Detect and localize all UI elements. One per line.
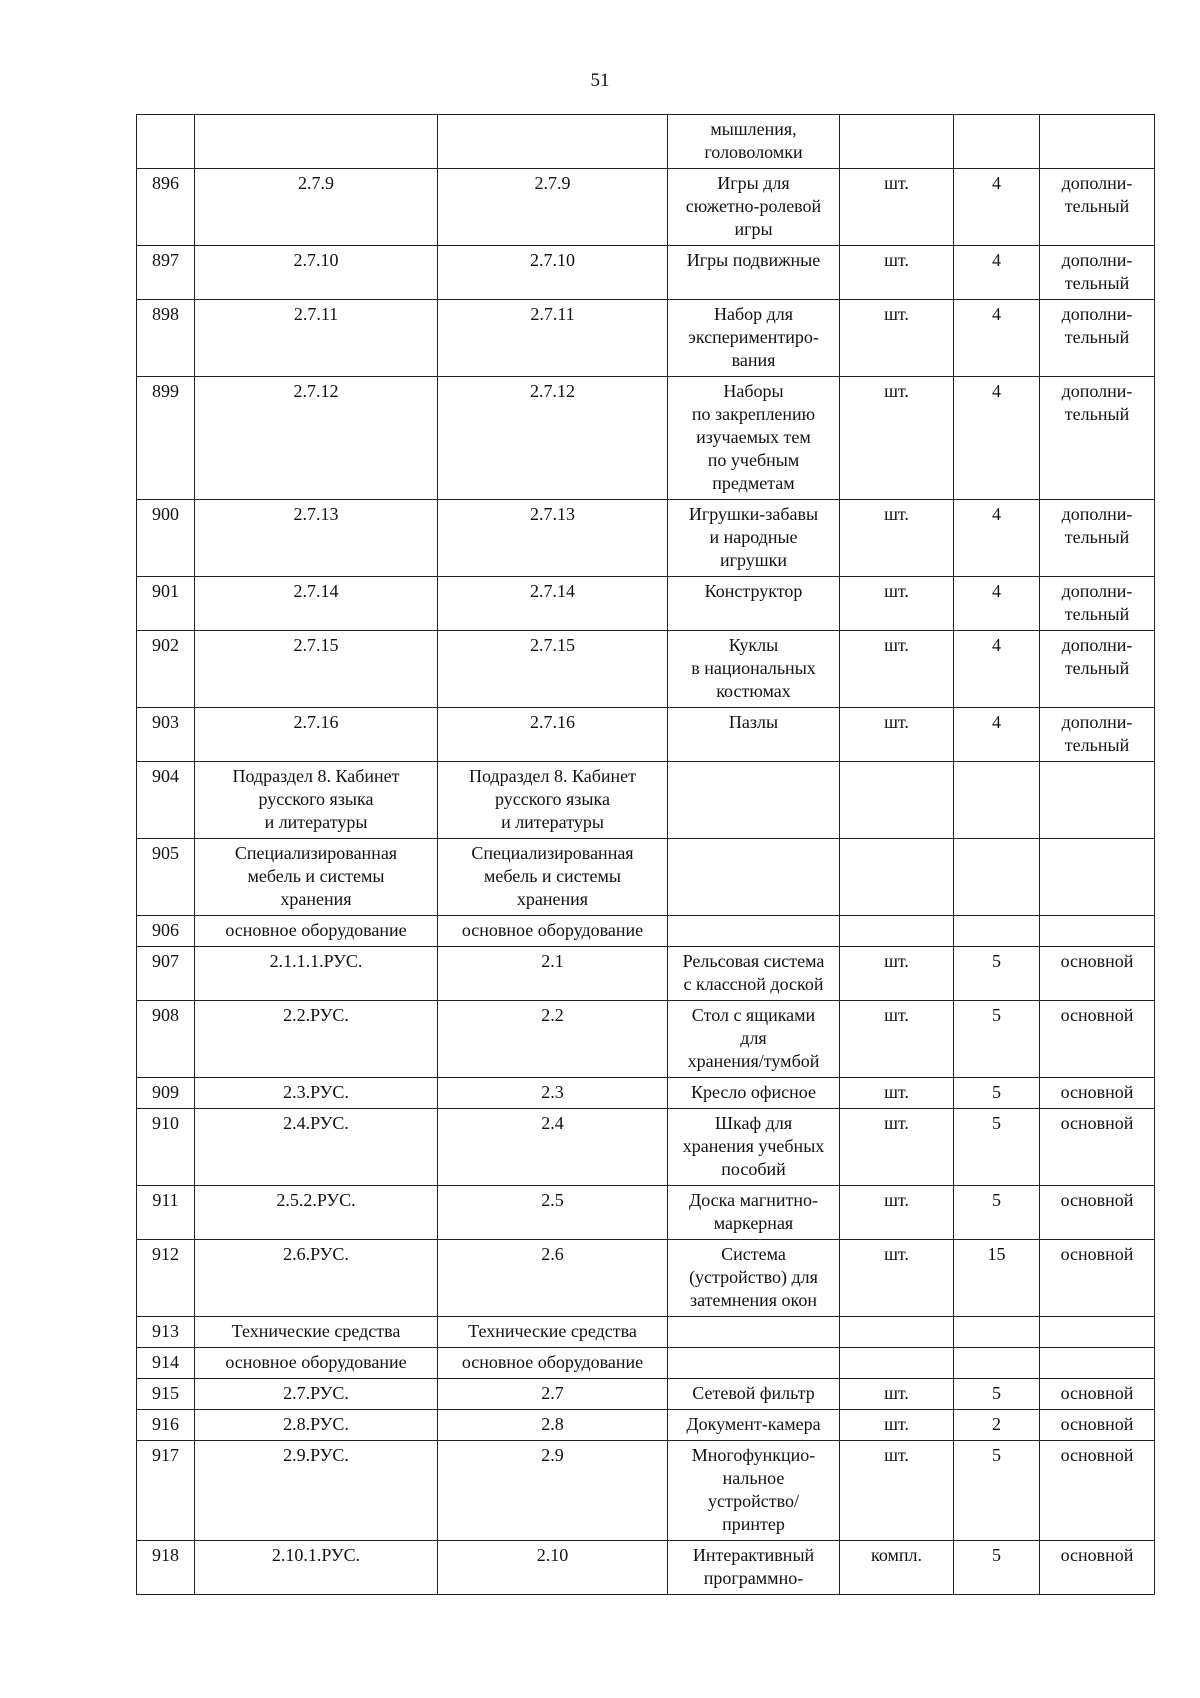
cell-code-b: основное оборудование — [438, 916, 668, 947]
table-row — [137, 1109, 1155, 1186]
cell-code-a: 2.7.16 — [195, 708, 438, 762]
cell-category: основной — [1040, 1001, 1155, 1078]
cell-code-a: 2.4.РУС. — [195, 1109, 438, 1186]
cell-unit: шт. — [840, 947, 954, 1001]
cell-unit: шт. — [840, 577, 954, 631]
cell-code-a: 2.10.1.РУС. — [195, 1541, 438, 1595]
cell-unit: шт. — [840, 631, 954, 708]
table-row — [137, 1240, 1155, 1317]
cell-unit: шт. — [840, 1441, 954, 1541]
cell-code-a: 2.7.9 — [195, 169, 438, 246]
page-number: 51 — [590, 70, 610, 91]
cell-code-a: 2.7.13 — [195, 500, 438, 577]
cell-code-b: 2.6 — [438, 1240, 668, 1317]
cell-quantity: 4 — [954, 169, 1040, 246]
cell-row-number: 911 — [137, 1186, 195, 1240]
cell-item-name: Игрушки-забавы и народные игрушки — [668, 500, 840, 577]
cell-item-name — [668, 916, 840, 947]
cell-code-a: 2.1.1.1.РУС. — [195, 947, 438, 1001]
table-row — [137, 916, 1155, 947]
cell-row-number: 898 — [137, 300, 195, 377]
cell-unit — [840, 762, 954, 839]
cell-category: основной — [1040, 1186, 1155, 1240]
cell-item-name: Игры для сюжетно-ролевой игры — [668, 169, 840, 246]
cell-code-b: 2.7.12 — [438, 377, 668, 500]
cell-unit: шт. — [840, 1379, 954, 1410]
cell-row-number: 905 — [137, 839, 195, 916]
cell-code-b: 2.10 — [438, 1541, 668, 1595]
cell-code-b: 2.3 — [438, 1078, 668, 1109]
cell-row-number: 916 — [137, 1410, 195, 1441]
cell-quantity: 5 — [954, 1541, 1040, 1595]
cell-category — [1040, 1348, 1155, 1379]
cell-category: основной — [1040, 947, 1155, 1001]
cell-unit: шт. — [840, 500, 954, 577]
cell-code-a: 2.7.11 — [195, 300, 438, 377]
table-row — [137, 246, 1155, 300]
cell-code-b: 2.7 — [438, 1379, 668, 1410]
table-row — [137, 1410, 1155, 1441]
table-row — [137, 839, 1155, 916]
cell-category: основной — [1040, 1379, 1155, 1410]
cell-code-b: 2.4 — [438, 1109, 668, 1186]
cell-code-a: Подраздел 8. Кабинет русского языка и литературы — [195, 762, 438, 839]
cell-code-b: Технические средства — [438, 1317, 668, 1348]
cell-unit — [840, 1348, 954, 1379]
cell-code-b: 2.7.15 — [438, 631, 668, 708]
table-row — [137, 1078, 1155, 1109]
table-body — [137, 115, 1155, 1595]
cell-code-a: 2.6.РУС. — [195, 1240, 438, 1317]
cell-category — [1040, 916, 1155, 947]
cell-code-b — [438, 115, 668, 169]
cell-row-number: 918 — [137, 1541, 195, 1595]
cell-row-number: 897 — [137, 246, 195, 300]
cell-code-a: 2.3.РУС. — [195, 1078, 438, 1109]
cell-row-number — [137, 115, 195, 169]
cell-row-number: 913 — [137, 1317, 195, 1348]
cell-item-name: Игры подвижные — [668, 246, 840, 300]
cell-category: основной — [1040, 1541, 1155, 1595]
cell-code-b: 2.7.16 — [438, 708, 668, 762]
cell-quantity: 4 — [954, 300, 1040, 377]
cell-code-a: Специализированная мебель и системы хранения — [195, 839, 438, 916]
cell-category: основной — [1040, 1078, 1155, 1109]
cell-code-a: 2.9.РУС. — [195, 1441, 438, 1541]
table-row — [137, 300, 1155, 377]
cell-row-number: 912 — [137, 1240, 195, 1317]
cell-quantity — [954, 916, 1040, 947]
cell-row-number: 908 — [137, 1001, 195, 1078]
cell-unit: шт. — [840, 708, 954, 762]
cell-unit: шт. — [840, 1240, 954, 1317]
cell-unit: шт. — [840, 377, 954, 500]
table-row — [137, 577, 1155, 631]
table-row — [137, 762, 1155, 839]
cell-code-b: 2.9 — [438, 1441, 668, 1541]
cell-category: дополни- тельный — [1040, 500, 1155, 577]
table-row — [137, 631, 1155, 708]
cell-code-b: 2.7.11 — [438, 300, 668, 377]
table-row — [137, 1441, 1155, 1541]
cell-code-a: основное оборудование — [195, 1348, 438, 1379]
cell-quantity: 2 — [954, 1410, 1040, 1441]
cell-category: дополни- тельный — [1040, 577, 1155, 631]
cell-code-a: 2.7.12 — [195, 377, 438, 500]
cell-row-number: 914 — [137, 1348, 195, 1379]
cell-item-name: Система (устройство) для затемнения окон — [668, 1240, 840, 1317]
cell-category: дополни- тельный — [1040, 246, 1155, 300]
cell-item-name: Сетевой фильтр — [668, 1379, 840, 1410]
cell-unit: шт. — [840, 1186, 954, 1240]
cell-row-number: 910 — [137, 1109, 195, 1186]
cell-unit: шт. — [840, 246, 954, 300]
cell-code-a: основное оборудование — [195, 916, 438, 947]
cell-category: основной — [1040, 1410, 1155, 1441]
table-row — [137, 169, 1155, 246]
cell-code-a: 2.2.РУС. — [195, 1001, 438, 1078]
cell-code-b: 2.7.10 — [438, 246, 668, 300]
cell-quantity: 4 — [954, 631, 1040, 708]
cell-category — [1040, 115, 1155, 169]
cell-category: дополни- тельный — [1040, 377, 1155, 500]
cell-item-name: Стол с ящиками для хранения/тумбой — [668, 1001, 840, 1078]
cell-code-b: 2.7.14 — [438, 577, 668, 631]
cell-code-a: 2.7.10 — [195, 246, 438, 300]
cell-item-name: Кресло офисное — [668, 1078, 840, 1109]
cell-code-b: 2.7.13 — [438, 500, 668, 577]
cell-quantity: 4 — [954, 500, 1040, 577]
cell-unit: шт. — [840, 1078, 954, 1109]
cell-row-number: 907 — [137, 947, 195, 1001]
cell-code-b: 2.8 — [438, 1410, 668, 1441]
cell-item-name — [668, 762, 840, 839]
cell-quantity: 5 — [954, 1441, 1040, 1541]
cell-quantity: 5 — [954, 1379, 1040, 1410]
cell-row-number: 906 — [137, 916, 195, 947]
cell-item-name: Пазлы — [668, 708, 840, 762]
cell-item-name: Интерактивный программно- — [668, 1541, 840, 1595]
cell-quantity: 4 — [954, 377, 1040, 500]
cell-quantity: 15 — [954, 1240, 1040, 1317]
cell-category — [1040, 839, 1155, 916]
cell-code-a: 2.7.РУС. — [195, 1379, 438, 1410]
cell-category: дополни- тельный — [1040, 300, 1155, 377]
cell-quantity — [954, 1317, 1040, 1348]
cell-item-name: Документ-камера — [668, 1410, 840, 1441]
cell-category: дополни- тельный — [1040, 708, 1155, 762]
cell-row-number: 909 — [137, 1078, 195, 1109]
cell-unit — [840, 916, 954, 947]
cell-quantity — [954, 115, 1040, 169]
cell-row-number: 903 — [137, 708, 195, 762]
cell-item-name: Наборы по закреплению изучаемых тем по учебным предметам — [668, 377, 840, 500]
cell-item-name: Доска магнитно- маркерная — [668, 1186, 840, 1240]
cell-code-a: 2.8.РУС. — [195, 1410, 438, 1441]
cell-quantity: 4 — [954, 577, 1040, 631]
table-row — [137, 947, 1155, 1001]
cell-row-number: 904 — [137, 762, 195, 839]
cell-code-b: Специализированная мебель и системы хранения — [438, 839, 668, 916]
cell-category: основной — [1040, 1240, 1155, 1317]
table-row — [137, 1541, 1155, 1595]
cell-unit: компл. — [840, 1541, 954, 1595]
cell-row-number: 900 — [137, 500, 195, 577]
cell-quantity: 4 — [954, 246, 1040, 300]
cell-unit — [840, 1317, 954, 1348]
cell-item-name: Набор для экспериментиро- вания — [668, 300, 840, 377]
equipment-table — [136, 114, 1155, 1595]
cell-row-number: 901 — [137, 577, 195, 631]
cell-item-name: Куклы в национальных костюмах — [668, 631, 840, 708]
cell-code-b: 2.2 — [438, 1001, 668, 1078]
table-row — [137, 115, 1155, 169]
cell-row-number: 902 — [137, 631, 195, 708]
table-row — [137, 1348, 1155, 1379]
cell-quantity: 5 — [954, 1078, 1040, 1109]
cell-quantity — [954, 1348, 1040, 1379]
cell-row-number: 896 — [137, 169, 195, 246]
table-row — [137, 1186, 1155, 1240]
cell-item-name — [668, 1317, 840, 1348]
cell-unit: шт. — [840, 300, 954, 377]
cell-code-b: 2.5 — [438, 1186, 668, 1240]
cell-code-a — [195, 115, 438, 169]
cell-item-name: мышления, головоломки — [668, 115, 840, 169]
cell-category: дополни- тельный — [1040, 169, 1155, 246]
table-row — [137, 377, 1155, 500]
cell-code-a: 2.7.15 — [195, 631, 438, 708]
cell-item-name: Многофункцио- нальное устройство/ принтер — [668, 1441, 840, 1541]
cell-quantity: 4 — [954, 708, 1040, 762]
cell-quantity: 5 — [954, 1186, 1040, 1240]
cell-item-name: Конструктор — [668, 577, 840, 631]
cell-category: основной — [1040, 1109, 1155, 1186]
cell-row-number: 899 — [137, 377, 195, 500]
cell-quantity — [954, 762, 1040, 839]
cell-category — [1040, 1317, 1155, 1348]
cell-category: дополни- тельный — [1040, 631, 1155, 708]
table-row — [137, 1001, 1155, 1078]
cell-code-b: 2.7.9 — [438, 169, 668, 246]
cell-item-name — [668, 839, 840, 916]
table-row — [137, 1317, 1155, 1348]
cell-unit: шт. — [840, 169, 954, 246]
cell-code-b: 2.1 — [438, 947, 668, 1001]
cell-quantity: 5 — [954, 1109, 1040, 1186]
cell-unit: шт. — [840, 1109, 954, 1186]
cell-code-a: 2.5.2.РУС. — [195, 1186, 438, 1240]
cell-item-name — [668, 1348, 840, 1379]
cell-row-number: 915 — [137, 1379, 195, 1410]
cell-item-name: Рельсовая система с классной доской — [668, 947, 840, 1001]
cell-code-a: Технические средства — [195, 1317, 438, 1348]
cell-item-name: Шкаф для хранения учебных пособий — [668, 1109, 840, 1186]
table-row — [137, 500, 1155, 577]
cell-code-b: Подраздел 8. Кабинет русского языка и литературы — [438, 762, 668, 839]
cell-category — [1040, 762, 1155, 839]
cell-quantity — [954, 839, 1040, 916]
cell-unit — [840, 115, 954, 169]
table-row — [137, 708, 1155, 762]
cell-quantity: 5 — [954, 947, 1040, 1001]
cell-unit — [840, 839, 954, 916]
cell-unit: шт. — [840, 1001, 954, 1078]
cell-quantity: 5 — [954, 1001, 1040, 1078]
cell-row-number: 917 — [137, 1441, 195, 1541]
cell-code-b: основное оборудование — [438, 1348, 668, 1379]
cell-category: основной — [1040, 1441, 1155, 1541]
cell-unit: шт. — [840, 1410, 954, 1441]
table-row — [137, 1379, 1155, 1410]
cell-code-a: 2.7.14 — [195, 577, 438, 631]
